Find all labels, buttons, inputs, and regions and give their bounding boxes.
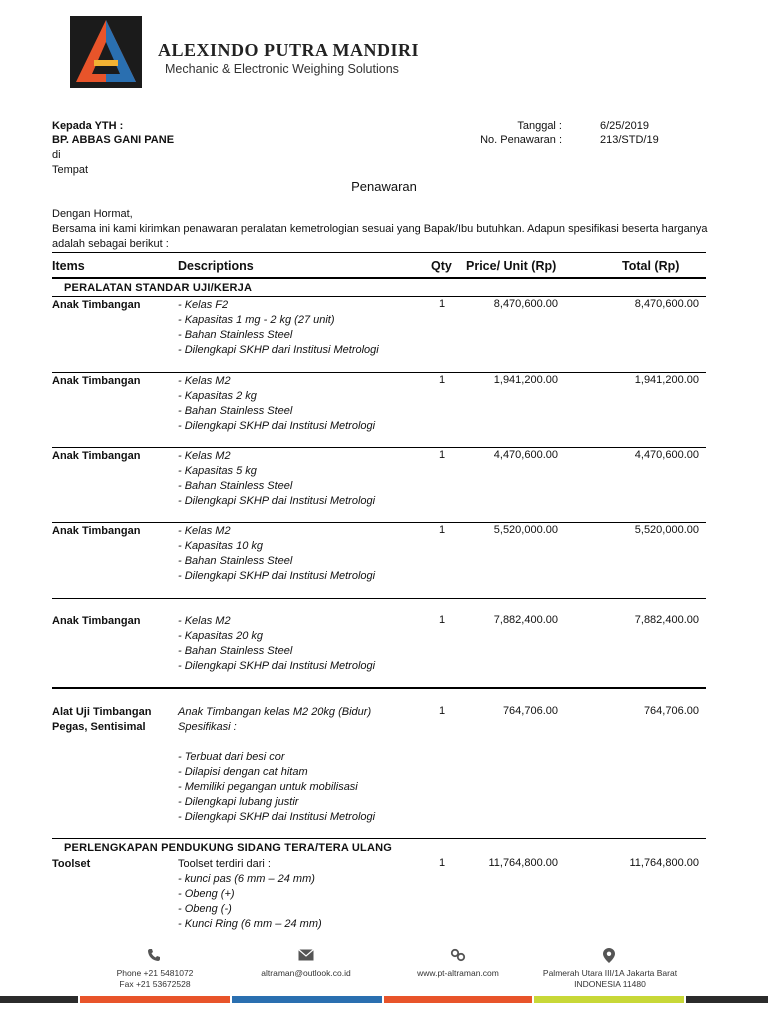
company-name: ALEXINDO PUTRA MANDIRI — [158, 40, 420, 60]
row-rule — [52, 687, 706, 689]
phone-icon — [134, 948, 174, 965]
desc-line: - Bahan Stainless Steel — [178, 555, 293, 567]
desc-line: - Memiliki pegangan untuk mobilisasi — [178, 781, 358, 793]
row-rule — [52, 838, 706, 839]
item-total: 764,706.00 — [643, 705, 699, 717]
item-qty: 1 — [438, 524, 446, 536]
item-name: Anak Timbangan — [52, 450, 141, 462]
item-price: 11,764,800.00 — [488, 857, 558, 869]
footer-address-line1: Palmerah Utara III/1A Jakarta Barat — [542, 968, 678, 978]
date-label: Tanggal : — [517, 120, 562, 132]
desc-line: - Kapasitas 5 kg — [178, 465, 257, 477]
item-price: 7,882,400.00 — [493, 614, 558, 626]
row-rule — [52, 372, 706, 373]
footer-bar-blue — [232, 996, 382, 1003]
item-qty: 1 — [438, 449, 446, 461]
logo-triangle-icon — [70, 16, 142, 88]
desc-line: Anak Timbangan kelas M2 20kg (Bidur) — [178, 706, 372, 718]
to-label: Kepada YTH : — [52, 120, 124, 132]
desc-line: - Kelas M2 — [178, 615, 231, 627]
intro-paragraph — [52, 207, 712, 252]
desc-line: - Dilengkapi SKHP dai Institusi Metrologi — [178, 495, 376, 507]
item-price: 4,470,600.00 — [493, 449, 558, 461]
footer-phone-block — [95, 968, 215, 990]
footer-bar-dark — [0, 996, 78, 1003]
item-name: Toolset — [52, 858, 91, 870]
desc-line: - Kapasitas 2 kg — [178, 390, 257, 402]
item-description — [178, 298, 458, 358]
greeting: Dengan Hormat, — [52, 208, 133, 220]
item-name-line: Pegas, Sentisimal — [52, 721, 146, 733]
desc-line: - Kelas M2 — [178, 375, 231, 387]
desc-line: - Kapasitas 10 kg — [178, 540, 263, 552]
table-top-rule — [52, 252, 706, 253]
header-qty: Qty — [431, 259, 452, 273]
item-total: 1,941,200.00 — [634, 374, 699, 386]
desc-line: - Dilengkapi SKHP dai Institusi Metrologi — [178, 660, 376, 672]
desc-line: - Dilengkapi SKHP dai Institusi Metrologi — [178, 811, 376, 823]
item-qty: 1 — [438, 614, 446, 626]
item-qty: 1 — [438, 857, 446, 869]
footer-phone: Phone +21 5481072 — [116, 968, 194, 978]
desc-line: - Bahan Stainless Steel — [178, 329, 293, 341]
item-description — [178, 374, 458, 434]
desc-line: - Bahan Stainless Steel — [178, 645, 293, 657]
desc-line: - Bahan Stainless Steel — [178, 405, 293, 417]
item-description — [178, 705, 458, 825]
desc-line: - Dilapisi dengan cat hitam — [178, 766, 308, 778]
item-total: 5,520,000.00 — [634, 524, 699, 536]
desc-line: Spesifikasi : — [178, 721, 237, 733]
header-total: Total (Rp) — [622, 259, 680, 273]
item-description — [178, 524, 458, 584]
offer-number-value: 213/STD/19 — [600, 134, 659, 146]
item-name: Anak Timbangan — [52, 525, 141, 537]
desc-line: - Dilengkapi SKHP dai Institusi Metrologi — [178, 570, 376, 582]
item-name: Anak Timbangan — [52, 375, 141, 387]
footer-address-line2: INDONESIA 11480 — [574, 979, 646, 989]
recipient-line3: di — [52, 149, 61, 161]
footer-email[interactable]: altraman@outlook.co.id — [261, 968, 351, 978]
item-price: 764,706.00 — [502, 705, 558, 717]
item-price: 5,520,000.00 — [493, 524, 558, 536]
recipient-line4: Tempat — [52, 164, 89, 176]
table-header-rule — [52, 277, 706, 279]
offer-number-label: No. Penawaran : — [480, 134, 562, 146]
header-items: Items — [52, 259, 85, 273]
item-description — [178, 614, 458, 674]
footer-bar-orange-2 — [384, 996, 532, 1003]
row-rule — [52, 522, 706, 523]
item-price: 8,470,600.00 — [493, 298, 558, 310]
desc-line: - kunci pas (6 mm – 24 mm) — [178, 873, 315, 885]
item-qty: 1 — [438, 705, 446, 717]
item-name — [52, 705, 172, 735]
desc-line: - Kapasitas 20 kg — [178, 630, 263, 642]
footer-fax: Fax +21 53672528 — [119, 979, 191, 989]
footer-bar-lime — [534, 996, 684, 1003]
section-rule — [52, 296, 706, 297]
footer-bar-dark-2 — [686, 996, 768, 1003]
footer-website[interactable]: www.pt-altraman.com — [417, 968, 499, 978]
desc-line: - Kelas F2 — [178, 299, 229, 311]
section-supporting-equipment: PERLENGKAPAN PENDUKUNG SIDANG TERA/TERA ULANG — [64, 842, 393, 854]
link-icon — [438, 948, 478, 965]
desc-line: - Kelas M2 — [178, 450, 231, 462]
item-name: Anak Timbangan — [52, 615, 141, 627]
section-standard-equipment: PERALATAN STANDAR UJI/KERJA — [64, 282, 253, 294]
desc-line: - Dilengkapi SKHP dari Institusi Metrologi — [178, 344, 379, 356]
header-price: Price/ Unit (Rp) — [466, 259, 557, 273]
item-price: 1,941,200.00 — [493, 374, 558, 386]
recipient-name: BP. ABBAS GANI PANE — [52, 134, 175, 146]
date-value: 6/25/2019 — [600, 120, 649, 132]
desc-line: - Obeng (+) — [178, 888, 235, 900]
item-description — [178, 857, 458, 932]
row-rule — [52, 447, 706, 448]
desc-line: - Kunci Ring (6 mm – 24 mm) — [178, 918, 322, 930]
item-total: 11,764,800.00 — [629, 857, 699, 869]
footer-bar-orange — [80, 996, 230, 1003]
desc-line: - Dilengkapi SKHP dai Institusi Metrologi — [178, 420, 376, 432]
row-rule — [52, 598, 706, 599]
desc-line: - Obeng (-) — [178, 903, 232, 915]
footer-address-block — [530, 968, 690, 990]
item-name-line: Alat Uji Timbangan — [52, 706, 152, 718]
desc-line: - Kelas M2 — [178, 525, 231, 537]
company-tagline: Mechanic & Electronic Weighing Solutions — [165, 62, 399, 76]
item-total: 8,470,600.00 — [634, 298, 699, 310]
header-descriptions: Descriptions — [178, 259, 254, 273]
desc-line: - Kapasitas 1 mg - 2 kg (27 unit) — [178, 314, 335, 326]
desc-line: - Bahan Stainless Steel — [178, 480, 293, 492]
location-pin-icon — [589, 948, 629, 966]
intro-body: Bersama ini kami kirimkan penawaran peralatan kemetrologian sesuai yang Bapak/Ibu butuhkan. Adapun spesifikasi beserta harganya adalah sebagai berikut : — [52, 223, 708, 250]
desc-line: - Terbuat dari besi cor — [178, 751, 285, 763]
item-description — [178, 449, 458, 509]
item-qty: 1 — [438, 298, 446, 310]
item-name: Anak Timbangan — [52, 299, 141, 311]
item-qty: 1 — [438, 374, 446, 386]
company-logo — [70, 16, 142, 88]
desc-line: Toolset terdiri dari : — [178, 858, 271, 870]
desc-line: - Dilengkapi lubang justir — [178, 796, 299, 808]
document-title: Penawaran — [351, 179, 417, 194]
email-icon — [286, 948, 326, 964]
item-total: 7,882,400.00 — [634, 614, 699, 626]
item-total: 4,470,600.00 — [634, 449, 699, 461]
